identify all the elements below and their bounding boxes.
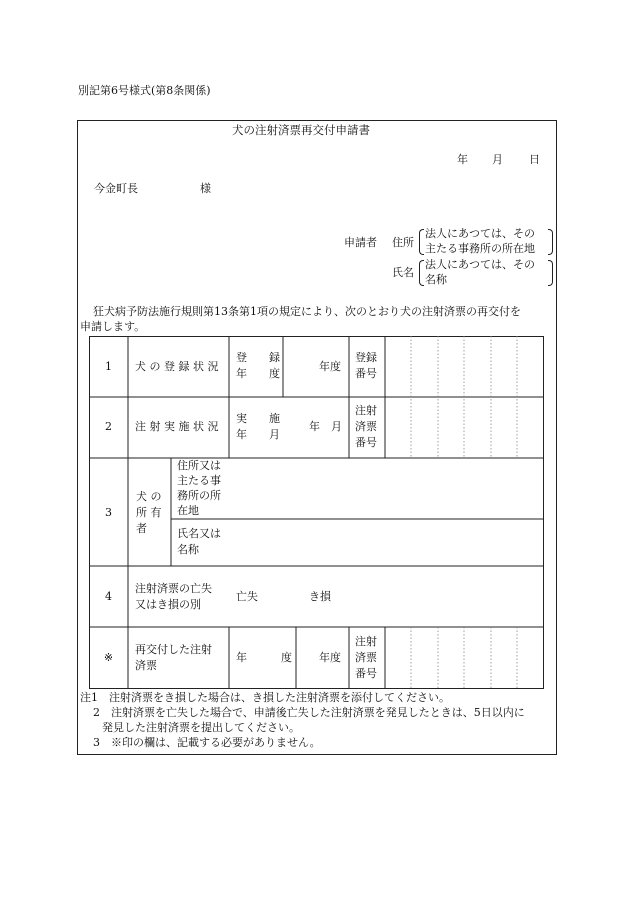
row5-label-1: 再交付した注射	[135, 643, 212, 656]
row3-owner-3: 者	[136, 522, 147, 535]
row5-tag-2: 済票	[355, 651, 377, 664]
row5-label-2: 済票	[135, 659, 157, 672]
row5-tag-3: 番号	[355, 667, 377, 680]
name-bracket-left	[419, 260, 424, 286]
row1-sub-2: 年 度	[236, 367, 280, 380]
row3-name-2: 名称	[177, 543, 199, 556]
applicant-address-label: 住所	[392, 236, 414, 249]
note-1: 注1 注射済票をき損した場合は、き損した注射済票を添付してください。	[80, 691, 450, 704]
application-table	[89, 336, 544, 689]
row3-owner-1: 犬 の	[136, 490, 162, 503]
address-note-1: 法人にあつては、その	[425, 227, 535, 240]
addressee-honorific: 様	[200, 182, 211, 195]
row1-reg-2: 番号	[355, 367, 377, 380]
row5-year-b: 年度	[319, 651, 341, 664]
row4-number: 4	[105, 590, 112, 603]
row4-label-1: 注射済票の亡失	[135, 582, 212, 595]
date-year: 年	[457, 153, 468, 166]
row3-owner-2: 所 有	[136, 506, 162, 519]
row1-year-unit: 年度	[319, 360, 341, 373]
form-label: 別記第6号様式(第8条関係)	[78, 84, 211, 97]
body-text-line-2: 申請します。	[80, 320, 146, 333]
row2-number: 2	[105, 420, 112, 433]
row3-name-1: 氏名又は	[177, 527, 221, 540]
row3-address-3: 務所の所	[177, 489, 221, 502]
row2-sub-1: 実 施	[236, 412, 280, 425]
row1-label: 犬 の 登 録 状 況	[135, 360, 219, 373]
name-note-2: 名称	[425, 273, 447, 286]
address-note-2: 主たる事務所の所在地	[425, 242, 535, 255]
row1-number: 1	[105, 360, 112, 373]
address-bracket-right	[548, 229, 553, 255]
row1-sub-1: 登 録	[236, 351, 280, 364]
row4-label-2: 又はき損の別	[135, 598, 201, 611]
row2-sub-2: 年 月	[236, 428, 280, 441]
row2-tag-3: 番号	[355, 436, 377, 449]
note-2-line-2: 発見した注射済票を提出してください。	[102, 721, 300, 734]
note-2-line-1: 2 注射済票を亡失した場合で、申請後亡失した注射済票を発見したときは、5日以内に	[93, 706, 525, 719]
note-3: 3 ※印の欄は、記載する必要がありません。	[93, 736, 321, 749]
row4-option-lost: 亡失	[236, 590, 258, 603]
row2-label: 注 射 実 施 状 況	[135, 420, 219, 433]
row5-tag-1: 注射	[355, 635, 377, 648]
row3-address-2: 主たる事	[177, 474, 221, 487]
row2-year-month: 年 月	[309, 420, 342, 433]
row2-tag-2: 済票	[355, 420, 377, 433]
row5-mark: ※	[103, 651, 114, 664]
addressee-name: 今金町長	[94, 182, 138, 195]
row5-year-a: 年	[236, 651, 247, 664]
row1-reg-1: 登録	[355, 351, 377, 364]
row3-number: 3	[105, 506, 112, 519]
address-bracket-left	[419, 229, 424, 255]
name-note-1: 法人にあつては、その	[425, 258, 535, 271]
row3-address-1: 住所又は	[177, 459, 221, 472]
body-text-line-1: 狂犬病予防法施行規則第13条第1項の規定により、次のとおり犬の注射済票の再交付を	[93, 305, 521, 318]
applicant-name-label: 氏名	[392, 266, 414, 279]
row4-option-damaged: き損	[309, 590, 331, 603]
applicant-label: 申請者	[344, 236, 377, 249]
name-bracket-right	[548, 260, 553, 286]
row3-address-4: 在地	[177, 504, 199, 517]
form-title: 犬の注射済票再交付申請書	[232, 123, 370, 137]
date-day: 日	[529, 153, 540, 166]
row2-tag-1: 注射	[355, 404, 377, 417]
row5-do: 度	[281, 651, 292, 664]
date-month: 月	[492, 153, 503, 166]
